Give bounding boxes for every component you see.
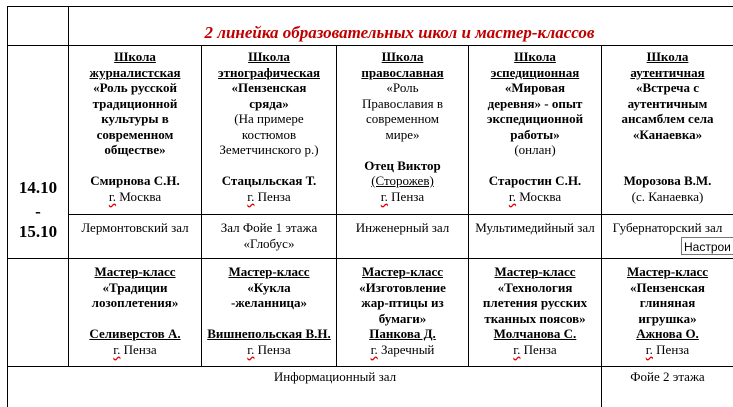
city-prefix: г. (108, 188, 116, 204)
room-5: Губернаторский зал (612, 220, 723, 235)
school-heading: Школа (114, 49, 156, 64)
school-topic-line: традиционной (92, 95, 178, 111)
school-cell (202, 49, 336, 204)
masterclass-city: г. Пенза (247, 341, 291, 357)
school-topic-line: экспедиционной (486, 111, 584, 126)
school-type: этнографическая (218, 64, 320, 80)
masterclass-topic-line: «Кукла (247, 279, 291, 295)
masterclass-person: Селиверстов А. (89, 326, 181, 341)
school-type: эспедиционная (490, 64, 580, 80)
school-extra-line: (На примере (234, 111, 304, 126)
city-prefix: г. (247, 341, 255, 357)
school-type: аутентичная (630, 64, 705, 80)
school-topic-line: «Мировая (504, 80, 566, 95)
masterclass-city: г. Пенза (113, 341, 157, 357)
masterclass-person: Молчанова С. (493, 326, 577, 341)
masterclass-heading: Мастер-класс (361, 264, 444, 279)
bottom-room-right: Фойе 2 этажа (630, 369, 705, 384)
city-prefix: г. (645, 341, 653, 357)
date-end: 15.10 (18, 222, 58, 241)
masterclass-topic-line: жар-птицы из (361, 295, 444, 310)
school-spacer (469, 158, 601, 174)
school-spacer (69, 158, 201, 174)
school-extra-line: современном (365, 111, 440, 126)
city-prefix: г. (247, 188, 255, 204)
school-cell (469, 49, 601, 204)
masterclass-person: Панкова Д. (369, 326, 436, 341)
room-1: Лермонтовский зал (81, 220, 189, 235)
school-person: Смирнова С.Н. (90, 173, 180, 188)
rooms-divider (7, 258, 733, 259)
masterclass-heading: Мастер-класс (228, 264, 310, 279)
bottom-room-left: Информационный зал (273, 369, 397, 384)
school-topic-line: современном (96, 126, 174, 142)
masterclass-heading: Мастер-класс (94, 264, 176, 279)
school-topic-line: «Пензенская (231, 80, 307, 95)
school-spacer (202, 158, 336, 174)
date-start: 14.10 (18, 178, 58, 197)
school-extra-line: костюмов (241, 126, 297, 142)
masterclass-person: Вишнепольская В.Н. (207, 326, 331, 341)
city-prefix: г. (113, 341, 121, 357)
city-prefix: г. (508, 188, 516, 204)
masterclass-heading: Мастер-класс (626, 264, 709, 279)
masterclass-topic-line: лозоплетения» (91, 295, 179, 310)
masterclass-topic-line: глиняная (639, 295, 696, 310)
school-city: (с. Канаевка) (631, 188, 704, 204)
masterclass-topic-line: «Пензенская (630, 279, 705, 295)
school-extra-line: Земетчинского р.) (219, 142, 319, 157)
school-heading: Школа (646, 49, 689, 64)
school-cell (69, 49, 201, 204)
city-prefix: г. (380, 188, 388, 204)
masterclass-topic-line: «Традиции (102, 279, 168, 295)
school-heading: Школа (381, 49, 424, 64)
school-topic-line: ансамблем села (621, 111, 714, 126)
masterclass-topic-line: игрушка» (638, 310, 697, 326)
school-extra-line: (онлан) (514, 142, 556, 157)
school-topic-line: аутентичным (627, 95, 708, 111)
school-topic-line: культуры в (101, 111, 169, 126)
school-type: православная (361, 64, 444, 80)
school-topic-line: «Встреча с (635, 80, 699, 95)
school-spacer (602, 142, 733, 173)
masterclass-city: г. Пенза (513, 341, 557, 357)
city-prefix: г. (370, 341, 378, 357)
school-extra-line: Православия в (361, 95, 444, 111)
room-2: Зал Фойе 1 этажа «Глобус» (220, 220, 318, 251)
school-topic-line: сряда» (249, 95, 289, 111)
masterclass-heading: Мастер-класс (494, 264, 576, 279)
school-heading: Школа (248, 49, 290, 64)
page-title: 2 линейка образовательных школ и мастер-классов (204, 23, 595, 42)
header-divider (7, 45, 733, 46)
masterclass-cell (337, 264, 468, 357)
masterclass-topic-line: тканных поясов» (484, 310, 586, 326)
school-person: Старостин С.Н. (488, 173, 582, 188)
masterclass-city: г. Пенза (645, 341, 690, 357)
tooltip: Настрои (681, 237, 733, 255)
masterclass-person: Ажнова О. (636, 326, 699, 341)
school-topic-line: «Роль русской (93, 80, 177, 95)
school-spacer (337, 142, 468, 158)
school-person: Морозова В.М. (623, 173, 712, 188)
masterclass-topic-line: бумаги» (378, 310, 427, 326)
masterclass-topic-line: плетения русских (482, 295, 588, 310)
table-top-border (7, 6, 733, 7)
school-topic-line: работы» (510, 126, 560, 142)
school-heading: Школа (514, 49, 556, 64)
masterclass-spacer (69, 311, 201, 327)
masterclass-cell (469, 264, 601, 357)
school-topic-line: обществе» (104, 142, 166, 157)
school-person-extra: (Сторожев) (371, 173, 434, 188)
school-cell (602, 49, 733, 204)
masterclass-divider (7, 366, 733, 367)
masterclass-topic-line: -желанница» (230, 295, 308, 310)
date-dash: - (35, 202, 41, 221)
masterclass-cell (602, 264, 733, 357)
school-topic-line: «Канаевка» (632, 126, 703, 142)
school-city: г. Москва (108, 188, 162, 204)
school-person: Стацыльская Т. (221, 173, 317, 188)
school-topic-line: деревня» - опыт (487, 95, 583, 111)
school-cell (337, 49, 468, 204)
masterclass-topic-line: «Технология (497, 279, 573, 295)
school-city: г. Пенза (380, 188, 425, 204)
room-4: Мультимедийный зал (475, 220, 595, 235)
school-extra-line: «Роль (386, 80, 419, 95)
city-prefix: г. (513, 341, 521, 357)
schools-divider (68, 214, 733, 215)
masterclass-cell (69, 264, 201, 357)
masterclass-cell (202, 264, 336, 357)
school-person: Отец Виктор (364, 157, 441, 173)
school-extra-line: мире» (385, 126, 420, 142)
room-3: Инженерный зал (355, 220, 450, 235)
masterclass-topic-line: «Изготовление (359, 279, 446, 295)
masterclass-city: г. Заречный (370, 341, 435, 357)
masterclass-spacer (202, 311, 336, 327)
school-city: г. Москва (508, 188, 562, 204)
school-type: журналистская (89, 64, 181, 80)
school-city: г. Пенза (247, 188, 291, 204)
